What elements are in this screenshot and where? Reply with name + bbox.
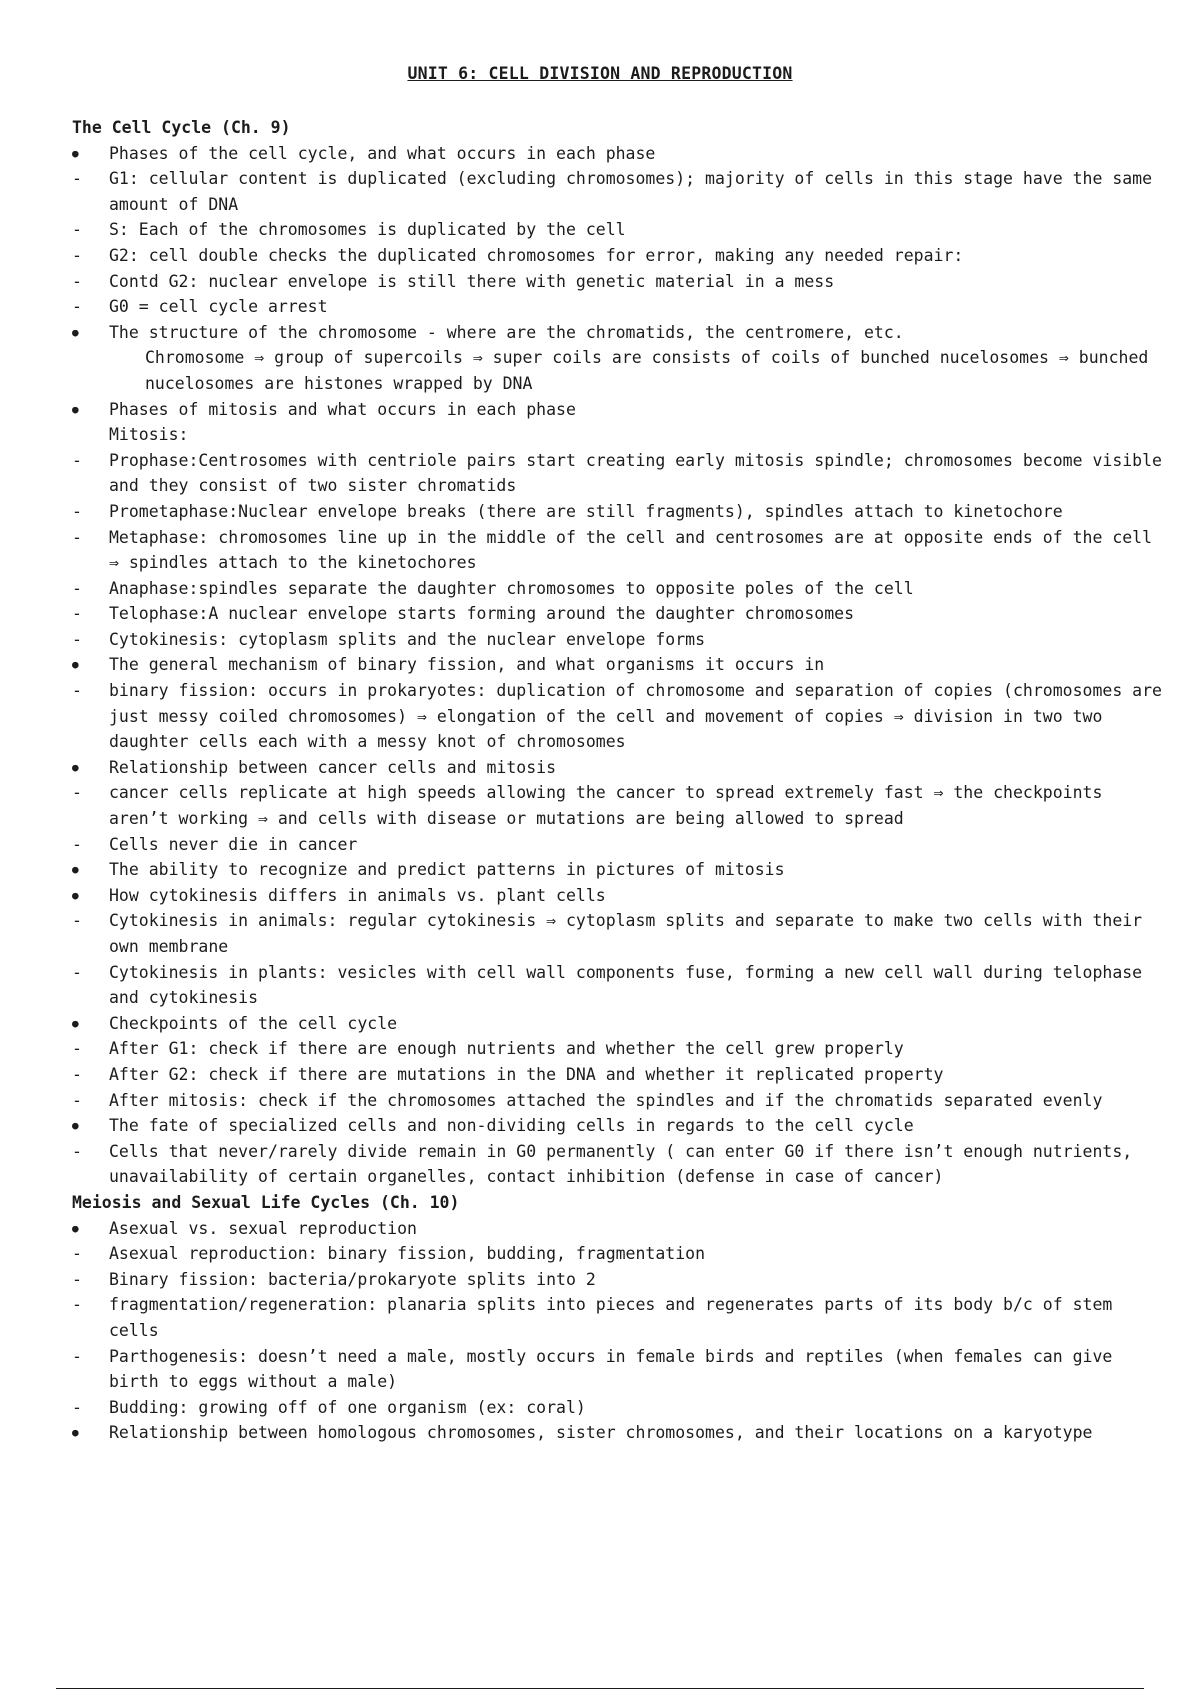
item-text: fragmentation/regeneration: planaria splits into pieces and regenerates parts of its body b/c of stem cells xyxy=(109,1295,1113,1340)
dash-marker-icon xyxy=(72,678,109,704)
bullet-marker-icon xyxy=(72,857,109,885)
dash-item xyxy=(72,1292,1162,1343)
item-text: After G1: check if there are enough nutrients and whether the cell grew properly xyxy=(109,1039,904,1059)
dash-marker-icon xyxy=(72,269,109,295)
item-text: Checkpoints of the cell cycle xyxy=(109,1013,398,1033)
item-text: Contd G2: nuclear envelope is still there with genetic material in a mess xyxy=(109,271,835,291)
dash-item xyxy=(72,1139,1162,1190)
item-text: Anaphase:spindles separate the daughter chromosomes to opposite poles of the cell xyxy=(109,578,914,598)
nested-note: Chromosome ⇒ group of supercoils ⇒ super coils are consists of coils of bunched nucelosomes ⇒ bunched nucelosomes are histones wrapped by DNA xyxy=(145,348,1149,393)
bullet-marker-icon xyxy=(72,320,109,348)
item-text: Phases of the cell cycle, and what occurs in each phase xyxy=(109,143,656,163)
item-text: Prophase:Centrosomes with centriole pairs start creating early mitosis spindle; chromosomes become visible and they consist of two sister chromatids xyxy=(109,450,1162,496)
item-text: How cytokinesis differs in animals vs. plant cells xyxy=(109,885,606,905)
bullet-item xyxy=(72,883,1162,909)
item-text: Budding: growing off of one organism (ex: coral) xyxy=(109,1397,586,1417)
item-text: S: Each of the chromosomes is duplicated by the cell xyxy=(109,220,626,240)
item-text: Cytokinesis in animals: regular cytokinesis ⇒ cytoplasm splits and separate to make two cells with their own membrane xyxy=(109,911,1143,956)
dash-marker-icon xyxy=(72,1292,109,1318)
bullet-marker-icon xyxy=(72,883,109,911)
item-text: binary fission: occurs in prokaryotes: duplication of chromosome and separation of copies (chromosomes are just messy coiled chromosomes) ⇒ elongation of the cell and movement of copies ⇒ division in two two daughter cells each with a messy knot of chromosomes xyxy=(109,681,1162,752)
item-text: Metaphase: chromosomes line up in the middle of the cell and centrosomes are at opposite ends of the cell ⇒ spindles attach to the kinetochores xyxy=(109,527,1153,573)
dash-marker-icon xyxy=(72,1395,109,1421)
bullet-item xyxy=(72,1113,1162,1139)
item-text: G2: cell double checks the duplicated chromosomes for error, making any needed repair: xyxy=(109,245,964,265)
section-heading: Meiosis and Sexual Life Cycles (Ch. 10) xyxy=(72,1192,460,1212)
dash-marker-icon xyxy=(72,627,109,653)
dash-item xyxy=(72,832,1162,858)
dash-marker-icon xyxy=(72,780,109,806)
bullet-item xyxy=(72,1420,1162,1446)
dash-item xyxy=(72,1062,1162,1088)
dash-item xyxy=(72,601,1162,627)
item-text: Cells that never/rarely divide remain in G0 permanently ( can enter G0 if there isn’t enough nutrients, unavailability of certain organelles, contact inhibition (defense in case of cancer) xyxy=(109,1141,1133,1187)
page-title: UNIT 6: CELL DIVISION AND REPRODUCTION xyxy=(407,64,793,83)
dash-marker-icon xyxy=(72,1241,109,1267)
dash-item xyxy=(72,1267,1162,1293)
dash-marker-icon xyxy=(72,1139,109,1165)
dash-item xyxy=(72,525,1162,576)
dash-item xyxy=(72,780,1162,831)
item-text: The general mechanism of binary fission, and what organisms it occurs in xyxy=(109,655,825,675)
dash-marker-icon xyxy=(72,576,109,602)
dash-item xyxy=(72,294,1162,320)
dash-item xyxy=(72,499,1162,525)
item-text: Cells never die in cancer xyxy=(109,834,358,854)
dash-marker-icon xyxy=(72,601,109,627)
dash-item xyxy=(72,908,1162,959)
bullet-marker-icon xyxy=(72,755,109,783)
dash-item xyxy=(72,576,1162,602)
bullet-marker-icon xyxy=(72,1113,109,1141)
bullet-item xyxy=(72,141,1162,167)
plain-note: Mitosis: xyxy=(109,425,189,445)
item-text: cancer cells replicate at high speeds allowing the cancer to spread extremely fast ⇒ the checkpoints aren’t working ⇒ and cells with disease or mutations are being allowed to spread xyxy=(109,783,1103,829)
dash-marker-icon xyxy=(72,525,109,551)
bullet-item xyxy=(72,1216,1162,1242)
dash-item xyxy=(72,269,1162,295)
item-text: Parthogenesis: doesn’t need a male, mostly occurs in female birds and reptiles (when females can give birth to eggs without a male) xyxy=(109,1346,1113,1392)
item-text: Prometaphase:Nuclear envelope breaks (there are still fragments), spindles attach to kinetochore xyxy=(109,501,1063,521)
item-text: G1: cellular content is duplicated (excluding chromosomes); majority of cells in this stage have the same amount of DNA xyxy=(109,169,1153,214)
item-text: After G2: check if there are mutations in the DNA and whether it replicated property xyxy=(109,1064,944,1084)
bullet-item xyxy=(72,320,1162,346)
item-text: The fate of specialized cells and non-dividing cells in regards to the cell cycle xyxy=(109,1116,914,1136)
item-text: Binary fission: bacteria/prokaryote splits into 2 xyxy=(109,1269,596,1289)
dash-marker-icon xyxy=(72,448,109,474)
dash-marker-icon xyxy=(72,499,109,525)
dash-marker-icon xyxy=(72,832,109,858)
dash-marker-icon xyxy=(72,243,109,269)
bullet-marker-icon xyxy=(72,1216,109,1244)
dash-marker-icon xyxy=(72,960,109,986)
dash-marker-icon xyxy=(72,217,109,243)
dash-item xyxy=(72,1241,1162,1267)
dash-marker-icon xyxy=(72,908,109,934)
bullet-marker-icon xyxy=(72,141,109,169)
dash-marker-icon xyxy=(72,1267,109,1293)
item-text: Phases of mitosis and what occurs in each phase xyxy=(109,399,576,419)
item-text: Relationship between cancer cells and mitosis xyxy=(109,757,557,777)
bullet-item xyxy=(72,857,1162,883)
bullet-item xyxy=(72,1011,1162,1037)
bullet-item xyxy=(72,652,1162,678)
dash-marker-icon xyxy=(72,294,109,320)
dash-item xyxy=(72,678,1162,755)
item-text: After mitosis: check if the chromosomes attached the spindles and if the chromatids separated evenly xyxy=(109,1090,1103,1110)
item-text: The structure of the chromosome - where are the chromatids, the centromere, etc. xyxy=(109,322,904,342)
dash-marker-icon xyxy=(72,166,109,192)
item-text: Cytokinesis in plants: vesicles with cell wall components fuse, forming a new cell wall during telophase and cytokinesis xyxy=(109,962,1143,1008)
footer-divider xyxy=(56,1688,1144,1689)
bullet-item xyxy=(72,755,1162,781)
item-text: Relationship between homologous chromosomes, sister chromosomes, and their locations on a karyotype xyxy=(109,1423,1093,1443)
item-text: Cytokinesis: cytoplasm splits and the nuclear envelope forms xyxy=(109,629,706,649)
dash-item xyxy=(72,627,1162,653)
bullet-item xyxy=(72,397,1162,423)
section-heading: The Cell Cycle (Ch. 9) xyxy=(72,118,291,137)
dash-item xyxy=(72,1395,1162,1421)
dash-item xyxy=(72,1036,1162,1062)
dash-item xyxy=(72,1088,1162,1114)
item-text: Asexual reproduction: binary fission, budding, fragmentation xyxy=(109,1244,706,1264)
item-text: The ability to recognize and predict patterns in pictures of mitosis xyxy=(109,860,785,880)
dash-item xyxy=(72,1344,1162,1395)
dash-item xyxy=(72,243,1162,269)
bullet-marker-icon xyxy=(72,1011,109,1039)
dash-marker-icon xyxy=(72,1036,109,1062)
bullet-marker-icon xyxy=(72,397,109,425)
dash-item xyxy=(72,448,1162,499)
dash-item xyxy=(72,960,1162,1011)
dash-item xyxy=(72,217,1162,243)
notes-body xyxy=(72,115,1162,1446)
dash-item xyxy=(72,166,1162,217)
dash-marker-icon xyxy=(72,1062,109,1088)
item-text: G0 = cell cycle arrest xyxy=(109,297,328,317)
dash-marker-icon xyxy=(72,1088,109,1114)
dash-marker-icon xyxy=(72,1344,109,1370)
bullet-marker-icon xyxy=(72,652,109,680)
bullet-marker-icon xyxy=(72,1420,109,1448)
item-text: Telophase:A nuclear envelope starts forming around the daughter chromosomes xyxy=(109,604,855,624)
item-text: Asexual vs. sexual reproduction xyxy=(109,1218,417,1238)
